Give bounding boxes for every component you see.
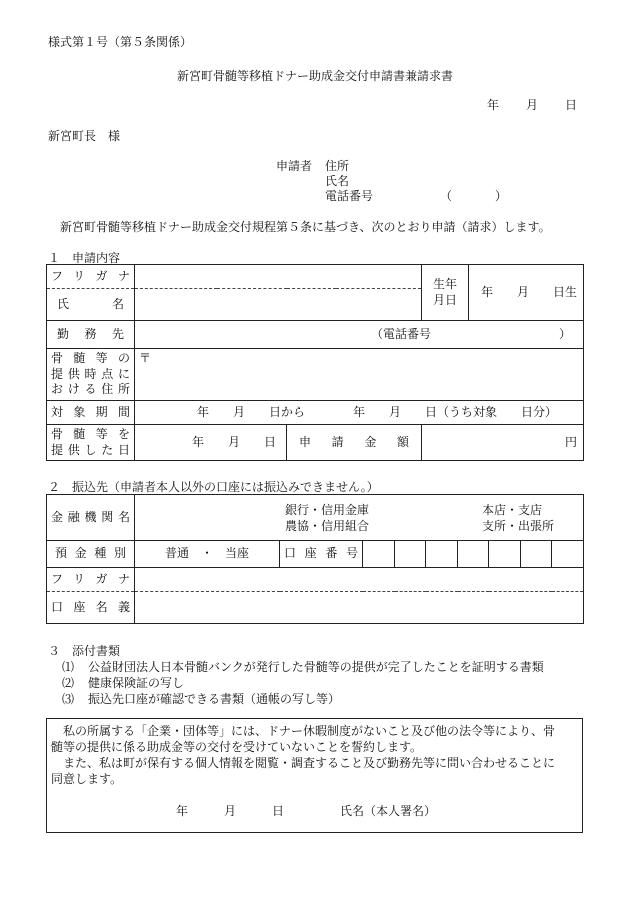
holder-furigana-field[interactable]: [135, 568, 584, 592]
addressee: 新宮町長 様: [48, 129, 121, 143]
account-digit-2[interactable]: [395, 541, 426, 568]
holder-label-cell: 口座名義: [47, 592, 135, 624]
holder-furigana-label-cell: フリガナ: [47, 568, 135, 592]
birth-label-cell: 生年 月日: [422, 265, 469, 321]
name-field[interactable]: [135, 289, 422, 321]
workplace-phone-close: ）: [558, 326, 571, 341]
application-table: [46, 264, 584, 461]
attachment-3-text: 振込先口座が確認できる書類（通帳の写し等）: [88, 692, 341, 706]
section1-heading: １ 申請内容: [48, 251, 121, 265]
form-number: 様式第１号（第５条関係）: [48, 35, 193, 49]
branch-type-1: 本店・支店: [482, 502, 543, 517]
section3-heading: ３ 添付書類: [48, 644, 121, 658]
date-year: 年: [487, 98, 500, 112]
workplace-label-cell: 勤務先: [47, 321, 135, 349]
bank-field[interactable]: [135, 495, 584, 541]
period-field[interactable]: 年 月 日から 年 月 日（うち対象 日分）: [135, 401, 584, 425]
bank-label-cell: 金融機関名: [47, 495, 135, 541]
provided-date-field[interactable]: 年 月 日: [135, 425, 287, 461]
applicant-phone-paren-open: （: [440, 189, 453, 203]
bank-table: [46, 494, 584, 624]
pledge-line-2: 髄等の提供に係る助成金等の交付を受けていないことを誓約します。: [51, 740, 423, 754]
pledge-line-4: 同意します。: [51, 772, 123, 786]
deposit-type-label-cell: 預金種別: [47, 541, 135, 568]
workplace-phone-open: （電話番号: [371, 326, 432, 341]
account-number-label-cell: 口座番号: [280, 541, 363, 568]
account-digit-7[interactable]: [552, 541, 584, 568]
furigana-field[interactable]: [135, 265, 422, 289]
attachment-2-num: ⑵: [62, 676, 75, 690]
signature-label[interactable]: 氏名（本人署名）: [340, 804, 437, 818]
attachment-1-num: ⑴: [62, 660, 75, 674]
date-month: 月: [526, 98, 539, 112]
period-label-cell: 対象期間: [47, 401, 135, 425]
bank-type-2: 農協・信用組合: [285, 518, 370, 533]
date-day: 日: [565, 98, 578, 112]
amount-unit: 円: [564, 434, 577, 449]
birth-date-field[interactable]: 年 月 日生: [469, 265, 584, 321]
provision-address-label-cell: 骨髄等の 提供時点に おける住所: [47, 349, 135, 401]
account-digit-4[interactable]: [458, 541, 489, 568]
amount-field[interactable]: [422, 425, 584, 461]
applicant-phone-paren-close: ）: [495, 189, 508, 203]
intro-text: 新宮町骨髄等移植ドナー助成金交付規程第５条に基づき、次のとおり申請（請求）します。: [60, 220, 551, 234]
branch-type-2: 支所・出張所: [482, 518, 555, 533]
account-digit-1[interactable]: [363, 541, 395, 568]
attachment-3-num: ⑶: [62, 692, 75, 706]
pledge-box: [46, 718, 583, 833]
deposit-type-field[interactable]: 普通 ・ 当座: [135, 541, 280, 568]
applicant-name-label: 氏名: [325, 174, 350, 188]
account-digit-3[interactable]: [426, 541, 458, 568]
name-label-cell: 氏 名: [47, 289, 135, 321]
applicant-label: 申請者: [276, 159, 313, 173]
provision-address-field[interactable]: [135, 349, 584, 401]
pledge-line-3: また、私は町が保有する個人情報を閲覧・調査すること及び勤務先等に問い合わせることに: [51, 756, 556, 770]
attachment-2-text: 健康保険証の写し: [88, 676, 185, 690]
account-digit-6[interactable]: [521, 541, 552, 568]
provided-date-label-cell: 骨髄等を 提供した日: [47, 425, 135, 461]
holder-field[interactable]: [135, 592, 584, 624]
furigana-label-cell: フリガナ: [47, 265, 135, 289]
document-title: 新宮町骨髄等移植ドナー助成金交付申請書兼請求書: [176, 69, 453, 83]
account-digit-5[interactable]: [489, 541, 521, 568]
pledge-date[interactable]: 年 月 日: [176, 804, 285, 818]
pledge-line-1: 私の所属する「企業・団体等」には、ドナー休暇制度がないこと及び他の法令等により、骨: [51, 724, 556, 738]
amount-label-cell: 申請金額: [287, 425, 422, 461]
section2-heading: ２ 振込先（申請者本人以外の口座には振込みできません。）: [48, 480, 379, 494]
attachment-1-text: 公益財団法人日本骨髄バンクが発行した骨髄等の提供が完了したことを証明する書類: [88, 660, 544, 674]
applicant-address-label: 住所: [325, 159, 350, 173]
postal-mark: 〒: [139, 351, 152, 365]
applicant-phone-label: 電話番号: [325, 189, 374, 203]
workplace-field[interactable]: [135, 321, 584, 349]
bank-type-1: 銀行・信用金庫: [285, 502, 370, 517]
